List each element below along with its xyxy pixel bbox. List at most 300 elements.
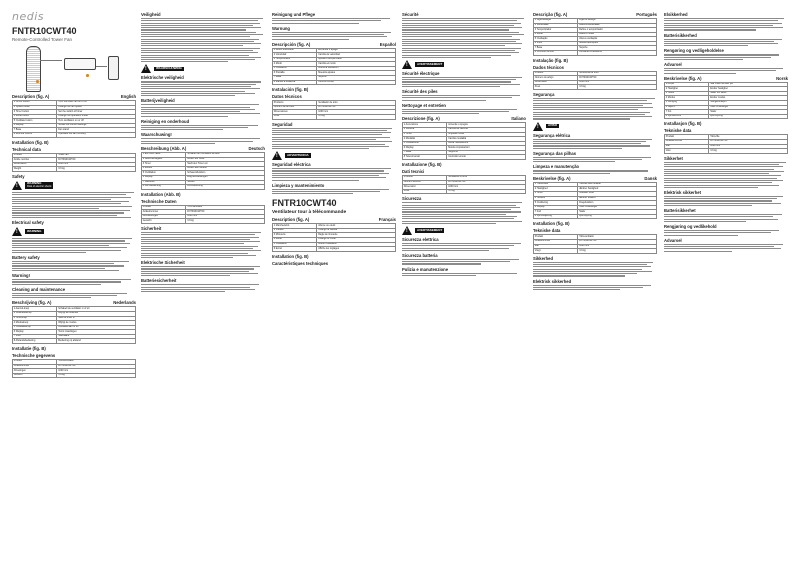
table-key-cell: 5 Oscillazione xyxy=(403,141,447,146)
table-value-cell: Endrer modus xyxy=(709,96,788,101)
text-lines xyxy=(533,157,657,163)
table-key-cell: 5 Oscillation xyxy=(273,242,317,247)
section-heading: Installazione (fig. B) xyxy=(402,162,442,168)
table-value-cell: Stiller inn tidsur xyxy=(709,91,788,96)
table-value-cell: Controllo remoto xyxy=(447,155,526,160)
table-key-cell: 4 Modus xyxy=(142,166,186,171)
table-value-cell: Accende o spegne xyxy=(447,123,526,128)
section-heading: Cleaning and maintenance xyxy=(12,286,66,292)
tech-table xyxy=(141,205,265,224)
column-4 xyxy=(402,10,526,562)
table-key-cell: 2 Velocità xyxy=(403,127,447,132)
section-heading: Sécurité électrique xyxy=(402,70,440,76)
table-key-cell: Mål xyxy=(534,244,578,249)
table-key-cell: 3 Timer button xyxy=(13,110,57,115)
table-key-cell: 5 Oscillate button xyxy=(13,119,57,124)
table-key-cell: 2 Geschwindigkeit xyxy=(142,157,186,162)
section-heading: Descripción (fig. A) Español xyxy=(272,41,396,47)
table-key-cell: 8 Fjernbetjening xyxy=(534,214,578,219)
table-value-cell: Tårnvifte xyxy=(709,135,788,140)
warning-block xyxy=(12,181,136,190)
section-heading: Segurança elétrica xyxy=(533,132,571,138)
table-key-cell: 2 Velocidade xyxy=(534,23,578,28)
text-lines xyxy=(402,95,526,101)
table-key-cell: 4 Modalità xyxy=(403,137,447,142)
product-subtitle: Remote-Controlled Tower Fan xyxy=(12,37,72,42)
table-key-cell: 3 Tidsur xyxy=(665,91,709,96)
section-heading: Dati tecnici xyxy=(402,169,425,175)
description-table xyxy=(272,48,396,86)
table-key-cell: Produkt xyxy=(142,205,186,210)
table-value-cell: Change le mode xyxy=(317,238,396,243)
section-heading: Battery safety xyxy=(12,254,40,260)
table-value-cell: Cambia la velocidad xyxy=(317,53,396,58)
text-lines xyxy=(664,68,788,74)
text-lines xyxy=(141,232,265,258)
table-key-cell: 5 Oscilación xyxy=(273,66,317,71)
text-lines xyxy=(402,273,526,276)
table-key-cell: Gewicht xyxy=(13,373,57,378)
section-heading: Sécurité xyxy=(402,12,419,17)
table-key-cell: Gewicht xyxy=(142,219,186,224)
table-key-cell: 6 Display xyxy=(403,146,447,151)
text-lines xyxy=(272,128,396,150)
table-value-cell: Fan stand xyxy=(57,128,136,133)
table-key-cell: 6 Display xyxy=(13,123,57,128)
table-key-cell: 4 Modusknop xyxy=(13,321,57,326)
section-heading: Seguridad xyxy=(272,121,293,127)
table-value-cell: 3.9 kg xyxy=(57,373,136,378)
table-key-cell: 6 Display xyxy=(534,205,578,210)
table-row xyxy=(534,249,657,254)
warning-triangle-icon: ! xyxy=(272,151,282,160)
table-value-cell: Viser innstillinger xyxy=(709,105,788,110)
text-lines xyxy=(533,139,657,149)
table-row xyxy=(13,167,136,172)
table-value-cell: Change la vitesse xyxy=(317,228,396,233)
table-key-cell: 8 Mando a distancia xyxy=(273,80,317,85)
table-value-cell: Ändert die Stufe xyxy=(186,157,265,162)
table-key-cell: Producto xyxy=(273,101,317,106)
table-key-cell: 2 Hastighet xyxy=(665,87,709,92)
table-value-cell: Toont instellingen xyxy=(57,330,136,335)
table-value-cell: 1000 mm xyxy=(186,214,265,219)
text-lines xyxy=(141,266,265,276)
section-heading: Beschreibung (Abb. A) Deutsch xyxy=(141,146,265,152)
table-key-cell: Produkt xyxy=(665,135,709,140)
table-key-cell: 7 Standfuß xyxy=(142,180,186,185)
warning-block xyxy=(12,227,136,236)
tech-table xyxy=(402,175,526,194)
warning-box: AVERTISSEMENT xyxy=(417,61,443,66)
warning-box: ADVERTENCIA xyxy=(287,153,309,158)
table-value-cell: Define o temporizador xyxy=(578,28,657,33)
table-value-cell: Fjernstyring xyxy=(578,214,657,219)
callout-marker xyxy=(36,80,39,83)
table-value-cell: Torenventilator xyxy=(57,360,136,365)
warning-triangle-icon: ! xyxy=(402,226,412,235)
table-key-cell: Produto xyxy=(534,71,578,76)
table-key-cell: Artikelnummer xyxy=(13,364,57,369)
table-key-cell: 2 Snelheidsknop xyxy=(13,312,57,317)
table-key-cell: 1 Ligar/desligar xyxy=(534,19,578,24)
text-lines xyxy=(402,18,526,58)
table-value-cell: Schakelt de ventilator in of uit xyxy=(57,307,136,312)
section-heading: Waarschuwing! xyxy=(141,132,172,138)
warning-block xyxy=(272,151,396,160)
table-value-cell: Stelt de timer in xyxy=(57,316,136,321)
column-1 xyxy=(12,10,136,562)
table-row xyxy=(665,114,788,119)
table-value-cell: 3.9 kg xyxy=(578,249,657,254)
table-value-cell: Suporte xyxy=(578,46,657,51)
table-value-cell: 3.9 kg xyxy=(709,149,788,154)
table-key-cell: 2 Velocidad xyxy=(273,53,317,58)
table-key-cell: 7 Base xyxy=(273,76,317,81)
table-key-cell: 5 Oszillation xyxy=(142,171,186,176)
text-lines xyxy=(272,189,396,195)
text-lines xyxy=(141,104,265,117)
table-value-cell: Ændrer hastighed xyxy=(578,187,657,192)
section-heading: Batteriesicherheit xyxy=(141,278,177,284)
table-key-cell: 3 Temporizador xyxy=(273,57,317,62)
table-key-cell: 1 On/off button xyxy=(13,101,57,106)
text-lines xyxy=(272,168,396,181)
section-heading: Warning! xyxy=(12,273,30,279)
table-value-cell: Enciende o apaga xyxy=(317,48,396,53)
section-heading: Advarsel xyxy=(664,62,682,68)
table-value-cell: Ventoinha de torre xyxy=(578,71,657,76)
table-key-cell: Peso xyxy=(534,85,578,90)
section-heading: Installation (fig. B) xyxy=(272,253,309,259)
table-key-cell: 7 Base xyxy=(534,46,578,51)
section-heading: Technische gegevens xyxy=(12,353,56,359)
table-value-cell: Muestra ajustes xyxy=(317,71,396,76)
section-heading: Sécurité des piles xyxy=(402,89,438,95)
table-key-cell: 1 Accensione xyxy=(403,123,447,128)
table-value-cell: Ativa a oscilação xyxy=(578,37,657,42)
section-heading: Segurança xyxy=(533,91,555,97)
tech-table xyxy=(533,234,657,253)
table-value-cell: Shows the current settings xyxy=(57,123,136,128)
table-key-cell: 4 Modus xyxy=(665,96,709,101)
table-value-cell: Slår viften av eller på xyxy=(709,82,788,87)
section-heading: Beschrijving (fig. A) Nederlands xyxy=(12,300,136,306)
text-lines xyxy=(664,230,788,236)
text-lines xyxy=(664,196,788,206)
section-heading: Rengjøring og vedlikehold xyxy=(664,224,717,230)
section-heading: Batterisikkerhet xyxy=(664,208,696,214)
text-lines xyxy=(402,109,526,115)
table-value-cell: FNTR10CWT40 xyxy=(57,364,136,369)
table-key-cell: 8 Remote control xyxy=(13,133,57,138)
table-key-cell: Peso xyxy=(403,189,447,194)
table-value-cell: 3.9 kg xyxy=(57,167,136,172)
section-heading: Installation (Abb. B) xyxy=(141,191,181,197)
table-value-cell: Imposta il timer xyxy=(447,132,526,137)
table-key-cell: 4 Modo xyxy=(273,62,317,67)
warning-box: AVISO xyxy=(548,123,558,128)
table-value-cell: 1000 mm xyxy=(57,162,136,167)
table-value-cell: Supporto xyxy=(447,150,526,155)
table-value-cell: Viser indstillinger xyxy=(578,205,657,210)
section-heading: Segurança das pilhas xyxy=(533,150,577,156)
table-value-cell: Stativ xyxy=(709,110,788,115)
section-heading: Sicurezza batteria xyxy=(402,252,438,258)
warning-block xyxy=(141,64,265,73)
text-lines xyxy=(664,39,788,47)
table-value-cell: Ventilador de torre xyxy=(317,101,396,106)
table-value-cell: Ajusta el temporizador xyxy=(317,57,396,62)
section-heading: Descrizione (fig. A) Italiano xyxy=(402,116,526,122)
section-heading: Seguridad eléctrica xyxy=(272,162,311,168)
table-key-cell: 5 Oscillatieknop xyxy=(13,325,57,330)
section-heading: Installation (fig. B) xyxy=(533,221,570,227)
description-table xyxy=(12,100,136,138)
description-table xyxy=(533,182,657,220)
section-heading: Beskrivelse (fig. A) Norsk xyxy=(664,75,788,81)
table-value-cell: Stellt den Timer ein xyxy=(186,162,265,167)
section-heading: Safety xyxy=(12,173,25,179)
text-lines xyxy=(533,170,657,173)
table-value-cell: Activa la oscilación xyxy=(317,66,396,71)
section-heading: Warnung xyxy=(272,25,290,31)
table-key-cell: 8 Fjernkontroll xyxy=(665,114,709,119)
text-lines xyxy=(664,244,788,252)
table-value-cell: Indstiller timer xyxy=(578,191,657,196)
section-heading: Descrição (fig. A) Português xyxy=(533,12,657,17)
table-key-cell: 1 Tænd/sluk xyxy=(534,182,578,187)
text-lines xyxy=(12,238,136,253)
text-lines xyxy=(402,77,526,87)
section-heading: Batterisikkerhed xyxy=(664,32,697,38)
table-key-cell: 8 Controlo remoto xyxy=(534,51,578,56)
table-key-cell: Product xyxy=(13,153,57,158)
description-table xyxy=(141,152,265,190)
tower-fan-illustration xyxy=(26,46,41,92)
section-heading: Description (fig. A) Français xyxy=(272,217,396,223)
section-heading: Caractéristiques techniques xyxy=(272,260,329,266)
table-key-cell: 4 Mode button xyxy=(13,114,57,119)
table-value-cell: Change the fan speed xyxy=(57,105,136,110)
text-lines xyxy=(141,138,265,144)
section-heading: Pulizia e manutenzione xyxy=(402,266,449,272)
section-heading: Limpeza e manutenção xyxy=(533,164,580,170)
text-lines xyxy=(664,54,788,60)
text-lines xyxy=(12,192,136,218)
text-lines xyxy=(141,125,265,131)
table-key-cell: 7 Base xyxy=(403,150,447,155)
table-key-cell: Weight xyxy=(13,167,57,172)
table-key-cell: 1 Ein-/Aus-Taste xyxy=(142,153,186,158)
table-value-cell: Fernsteuerung xyxy=(186,185,265,190)
text-lines xyxy=(664,162,788,188)
column-6 xyxy=(664,10,788,562)
table-key-cell: 4 Mode xyxy=(273,238,317,243)
callout-marker xyxy=(86,74,89,77)
product-diagram xyxy=(12,44,136,92)
table-value-cell: Liga ou desliga xyxy=(578,19,657,24)
table-key-cell: 8 Afstandsbediening xyxy=(13,339,57,344)
table-key-cell: 3 Timerknop xyxy=(13,316,57,321)
column-2 xyxy=(141,10,265,562)
section-heading: Installation (fig. B) xyxy=(12,139,49,145)
table-key-cell: Article number xyxy=(13,158,57,163)
section-heading: Rengøring og vedligeholdelse xyxy=(664,48,724,54)
table-row xyxy=(142,219,265,224)
section-heading: Reiniging en onderhoud xyxy=(141,118,190,124)
table-row xyxy=(13,133,136,138)
table-value-cell: 3.9 kg xyxy=(447,189,526,194)
table-value-cell: Mostra definições xyxy=(578,41,657,46)
table-key-cell: 4 Modo xyxy=(534,32,578,37)
table-value-cell: 1000 mm xyxy=(447,185,526,190)
warning-box: WAARSCHUWING xyxy=(156,66,182,71)
section-heading: Installatie (fig. B) xyxy=(12,346,46,352)
table-key-cell: 8 Telecomando xyxy=(403,155,447,160)
section-heading: Installasjon (fig. B) xyxy=(664,121,702,127)
column-5 xyxy=(533,10,657,562)
table-value-cell: Drejefunktion xyxy=(578,201,657,206)
table-value-cell: Règle la minuterie xyxy=(317,233,396,238)
text-lines xyxy=(533,285,657,291)
section-heading: Sikkerhed xyxy=(533,255,554,261)
section-heading: Electrical safety xyxy=(12,220,44,226)
section-heading: Beskrivelse (fig. A) Dansk xyxy=(533,175,657,181)
table-value-cell: Ventilatore a torre xyxy=(447,176,526,181)
section-heading: Dados técnicos xyxy=(533,64,564,70)
table-key-cell: Peso xyxy=(273,114,317,119)
text-lines xyxy=(664,18,788,31)
section-heading: Sicherheit xyxy=(141,225,162,231)
section-heading: Veiligheid xyxy=(141,12,161,17)
table-value-cell: Sockel xyxy=(186,180,265,185)
text-lines xyxy=(533,262,657,277)
table-value-cell: Operates the fan remotely xyxy=(57,133,136,138)
table-key-cell: 7 Fod xyxy=(534,210,578,215)
table-value-cell: Altera a velocidade xyxy=(578,23,657,28)
model-title: FNTR10CWT40 xyxy=(12,26,77,36)
table-value-cell: 1000 mm xyxy=(317,110,396,115)
table-key-cell: 6 Skjerm xyxy=(665,105,709,110)
table-value-cell: Oscillatie aan of uit xyxy=(57,325,136,330)
warning-triangle-icon: ! xyxy=(533,122,543,131)
table-value-cell: Mostra impostazioni xyxy=(447,146,526,151)
table-key-cell: Dimensões xyxy=(534,80,578,85)
table-key-cell: 3 Timer xyxy=(534,191,578,196)
table-key-cell: 8 Fernbedienung xyxy=(142,185,186,190)
table-key-cell: Artikkelnummer xyxy=(665,139,709,144)
section-heading: Description (fig. A) English xyxy=(12,94,136,99)
section-heading: Elektrisk sikkerhet xyxy=(664,189,702,195)
table-key-cell: Abmessungen xyxy=(142,214,186,219)
warning-box: AVERTISSEMENT xyxy=(417,227,443,232)
section-heading: Advarsel xyxy=(664,237,682,243)
section-heading: Tekniske data xyxy=(664,128,692,134)
table-value-cell: Svingefunksjon xyxy=(709,101,788,106)
table-value-cell: Affiche les réglages xyxy=(317,247,396,252)
tech-table xyxy=(664,134,788,153)
table-key-cell: 6 Display xyxy=(13,330,57,335)
section-heading: Datos técnicos xyxy=(272,94,302,100)
table-key-cell: Número do artigo xyxy=(534,76,578,81)
table-key-cell: Artikelnummer xyxy=(142,210,186,215)
table-value-cell: FNTR10CWT40 xyxy=(578,240,657,245)
table-value-cell: Comando à distância xyxy=(578,51,657,56)
description-table xyxy=(272,223,396,251)
text-lines xyxy=(402,259,526,265)
table-row xyxy=(273,247,396,252)
tech-table xyxy=(533,71,657,90)
section-heading: Elsikkerhed xyxy=(664,12,688,17)
table-value-cell: Standaard xyxy=(57,334,136,339)
table-value-cell: FNTR10CWT40 xyxy=(317,105,396,110)
table-key-cell: 6 Visor xyxy=(534,41,578,46)
brand-logo: nedis xyxy=(12,10,45,23)
table-key-cell: 2 Hastighed xyxy=(534,187,578,192)
table-key-cell: 7 Fot xyxy=(665,110,709,115)
tech-table xyxy=(272,100,396,119)
table-value-cell: Cambia el modo xyxy=(317,62,396,67)
table-value-cell: Set the switch-off timer xyxy=(57,110,136,115)
text-lines xyxy=(141,284,265,292)
table-key-cell: Numero articolo xyxy=(403,180,447,185)
table-key-cell: Número de artículo xyxy=(273,105,317,110)
table-value-cell: Ændrer tilstand xyxy=(578,196,657,201)
table-value-cell: Schwenkfunktion xyxy=(186,171,265,176)
table-value-cell: Active l'oscillation xyxy=(317,242,396,247)
table-value-cell: Soporte xyxy=(317,76,396,81)
section-heading: Instalação (fig. B) xyxy=(533,57,568,63)
table-value-cell: Wijzigt de snelheid xyxy=(57,312,136,317)
table-key-cell: 7 Base xyxy=(13,128,57,133)
table-key-cell: Afmetingen xyxy=(13,369,57,374)
warning-box: WARNING Risk of electric shock xyxy=(27,181,52,189)
table-key-cell: Prodotto xyxy=(403,176,447,181)
table-key-cell: Vekt xyxy=(665,149,709,154)
section-heading: Sikkerhet xyxy=(664,155,683,161)
table-value-cell: Ändert den Modus xyxy=(186,166,265,171)
table-key-cell: Mål xyxy=(665,144,709,149)
section-heading: Elektrische Sicherheit xyxy=(141,260,185,266)
table-value-cell: FNTR10CWT40 xyxy=(709,139,788,144)
text-lines xyxy=(272,18,396,24)
table-value-cell: 3.9 kg xyxy=(317,114,396,119)
description-table xyxy=(533,18,657,56)
section-heading: Instalación (fig. B) xyxy=(272,87,309,93)
section-heading: Elektrisk sikkerhed xyxy=(533,278,572,284)
table-value-cell: 1000 mm xyxy=(709,144,788,149)
table-key-cell: 1 Marche/arrêt xyxy=(273,224,317,229)
text-lines xyxy=(12,279,136,285)
table-key-cell: 6 Écran xyxy=(273,247,317,252)
table-value-cell: Turmventilator xyxy=(186,205,265,210)
table-value-cell: Attiva l'oscillazione xyxy=(447,141,526,146)
table-key-cell: 2 Vitesse xyxy=(273,228,317,233)
table-value-cell: Endrer hastighet xyxy=(709,87,788,92)
description-table xyxy=(402,122,526,160)
table-value-cell: Cambia la velocità xyxy=(447,127,526,132)
table-value-cell: FNTR10CWT40 xyxy=(57,158,136,163)
table-row xyxy=(13,373,136,378)
table-value-cell: 1000 mm xyxy=(57,369,136,374)
section-heading: Reinigung und Pflege xyxy=(272,12,316,17)
table-key-cell: 5 Svinging xyxy=(665,101,709,106)
table-key-cell: 6 Pantalla xyxy=(273,71,317,76)
section-heading: Technical data xyxy=(12,146,41,152)
table-key-cell: 3 Temporizador xyxy=(534,28,578,33)
table-value-cell: Tænder eller slukker xyxy=(578,182,657,187)
